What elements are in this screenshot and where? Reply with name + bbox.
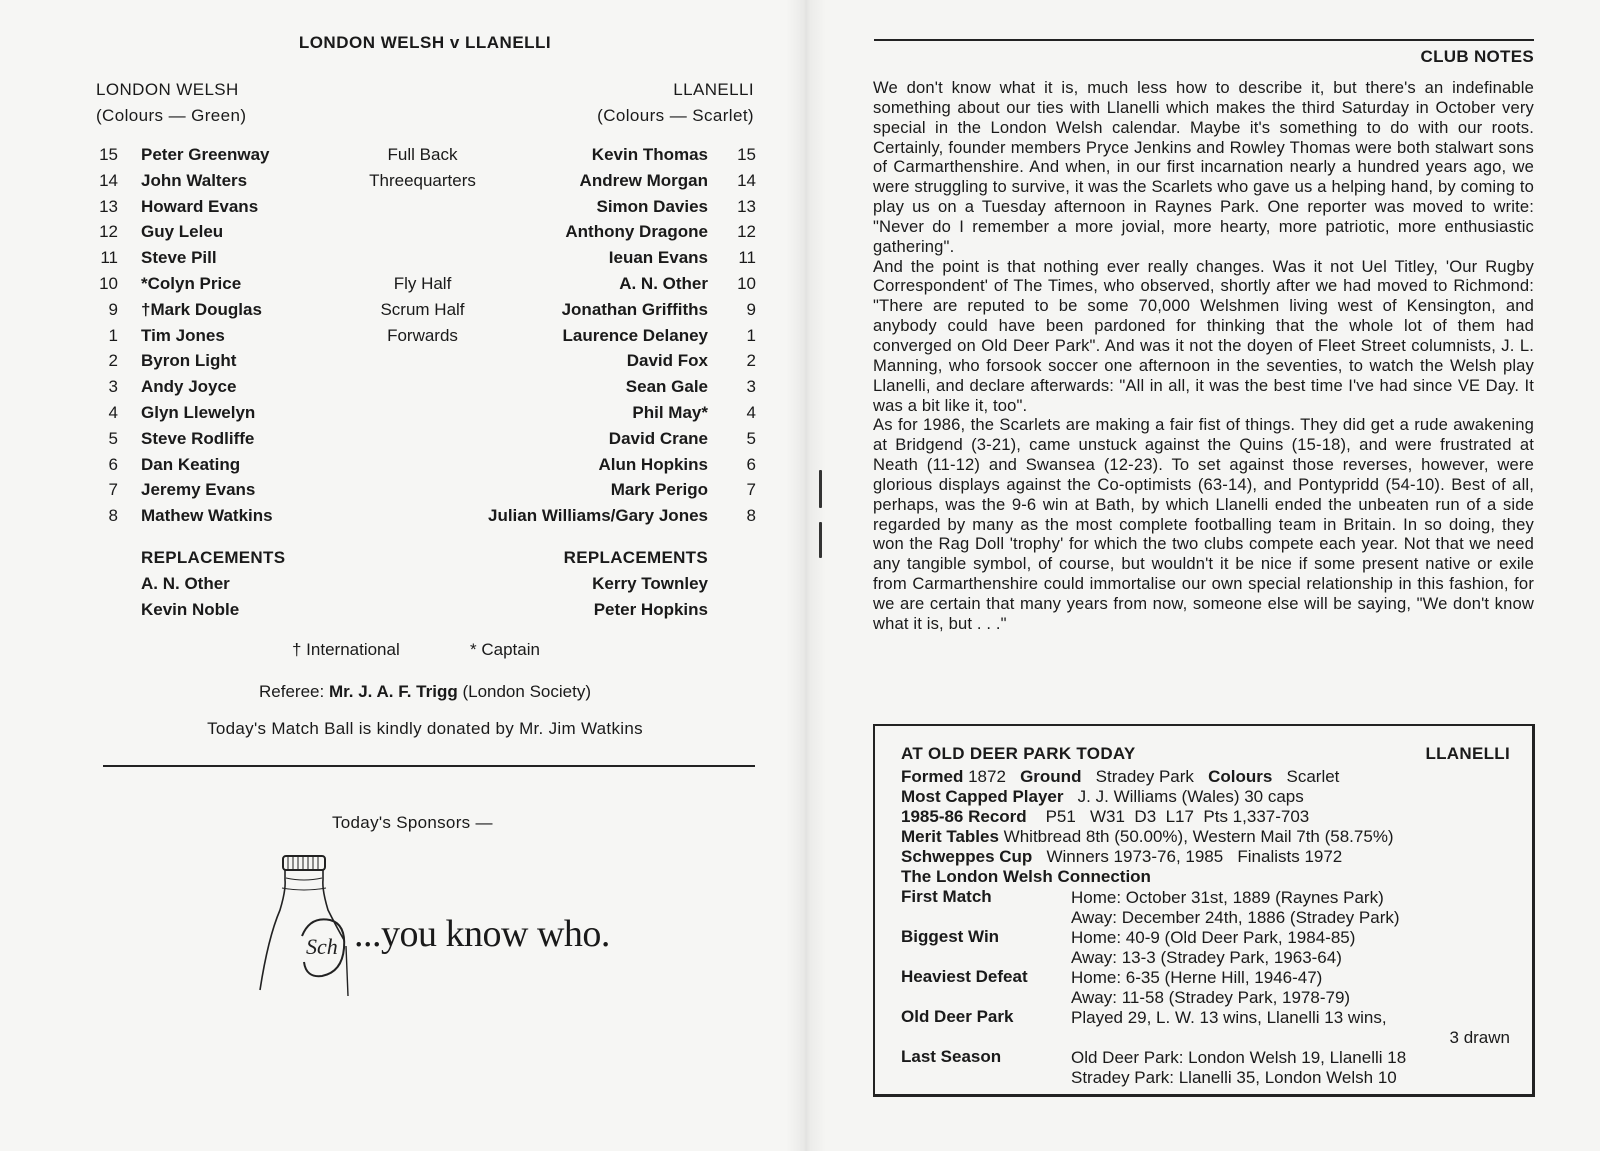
referee-society: (London Society) xyxy=(462,682,591,701)
away-team-header xyxy=(520,77,754,129)
old-deer-park-line: Played 29, L. W. 13 wins, Llanelli 13 wins, xyxy=(1071,1008,1387,1027)
home-number: 6 xyxy=(108,454,118,474)
club-notes-paragraph: We don't know what it is, much less how to describe it, but there's an indefinable something about our ties with Llanelli which makes the third Saturday in October very special in the London Welsh calendar. Maybe it's something to do with our roots. Certainly, founder members Pryce Jenkins and Rowley Thomas were both stalwart sons of Carmarthenshire. And when, in our first incarnation nearly a hundred years ago, we were struggling to survive, it was the Scarlets who gave us a helping hand, by coming to play us on a Tuesday afternoon in Raynes Park. One reporter was moved to write: "Never do I remember a more jovial, more hearty, more patriotic, more enthusiastic gathering". xyxy=(873,78,1534,256)
capped-line xyxy=(901,787,1304,807)
capped-value: J. J. Williams (Wales) 30 caps xyxy=(1077,787,1304,806)
home-player: Howard Evans xyxy=(141,196,259,216)
replacement-player: Peter Hopkins xyxy=(593,600,708,619)
biggest-win-home: Home: 40-9 (Old Deer Park, 1984-85) xyxy=(1071,928,1356,947)
away-player: Ieuan Evans xyxy=(608,248,708,268)
home-player: Steve Pill xyxy=(141,248,217,268)
away-player: A. N. Other xyxy=(619,273,708,293)
away-player: Julian Williams/Gary Jones xyxy=(488,506,708,526)
team-sheet-row xyxy=(0,323,800,349)
club-notes-paragraph: And the point is that nothing ever really changes. Was it not Uel Titley, 'Our Rugby Correspondent' of The Times, who observed, shortly after we had moved to Richmond: "There are reputed to be some 70,000 Welshmen living west of Kensington, and anybody could have been pardoned for thinking that the whole lot of them had converged on Old Deer Park". And was it not the doyen of Fleet Street columnists, J. L. Manning, who forsook soccer one afternoon in the seventies, to watch the Welsh play Llanelli, and declare afterwards: "All in all, it was the best time I've had since VE Day. It was a bit like it, too". xyxy=(873,256,1534,415)
away-team-colours: (Colours — Scarlet) xyxy=(597,106,754,125)
cup-line xyxy=(901,847,1342,867)
connection-heading: The London Welsh Connection xyxy=(901,867,1151,886)
top-rule xyxy=(874,39,1534,41)
team-sheet-row xyxy=(0,271,800,297)
merit-value: Whitbread 8th (50.00%), Western Mail 7th (58.75%) xyxy=(1003,827,1394,846)
team-sheet-row xyxy=(0,400,800,426)
away-player: Mark Perigo xyxy=(610,480,708,500)
formed-label: Formed xyxy=(901,767,964,786)
home-number: 1 xyxy=(108,325,118,345)
first-match-away: Away: December 24th, 1886 (Stradey Park) xyxy=(1071,908,1400,927)
away-number: 8 xyxy=(746,506,756,526)
record-line xyxy=(901,807,1309,827)
club-notes-paragraph: As for 1986, the Scarlets are making a fair fist of things. They did get a rude awakening at Bridgend (3-21), came unstuck against the Quins (15-18), and were frustrated at Neath (11-12) and Swansea (12-23). To set against those reverses, however, were glorious displays against the Co-optimists (63-14), and Pontypridd (54-10). Best of all, perhaps, was the 9-6 win at Bath, by which Llanelli ended the unbeaten run of a side regarded by many as the most complete footballing team in Britain. In so doing, they won the Rag Doll 'trophy' for which the two clubs compete each year. Not that we need any tangible symbol, of course, but wouldn't it be nice if some present native or exile from Carmarthenshire could immortalise our own special relationship in this fashion, for we are certain that many years from now, someone else will be saying, "We don't know what it is, but . . ." xyxy=(873,415,1534,633)
opponent-facts-panel xyxy=(873,724,1535,1097)
divider xyxy=(103,765,755,767)
position-label: Forwards xyxy=(387,325,458,345)
away-number: 4 xyxy=(746,402,756,422)
away-number: 3 xyxy=(746,377,756,397)
last-season-stradey: Stradey Park: Llanelli 35, London Welsh 10 xyxy=(1071,1068,1397,1087)
away-player: Jonathan Griffiths xyxy=(561,299,708,319)
home-number: 11 xyxy=(100,248,118,268)
away-number: 6 xyxy=(746,454,756,474)
right-page xyxy=(800,0,1600,1151)
staple-bottom xyxy=(819,522,822,558)
away-player: Simon Davies xyxy=(596,196,708,216)
away-number: 7 xyxy=(746,480,756,500)
home-player: Peter Greenway xyxy=(141,145,270,164)
away-number: 9 xyxy=(746,299,756,319)
capped-label: Most Capped Player xyxy=(901,787,1064,806)
team-sheet-row xyxy=(0,426,800,452)
home-number: 10 xyxy=(99,273,118,293)
heaviest-defeat-away: Away: 11-58 (Stradey Park, 1978-79) xyxy=(1071,988,1351,1007)
colours-value: Scarlet xyxy=(1286,767,1340,786)
away-number: 12 xyxy=(737,222,756,242)
position-label: Fly Half xyxy=(393,273,452,293)
home-player: Jeremy Evans xyxy=(141,480,256,500)
referee-line xyxy=(0,682,800,702)
heaviest-defeat-label: Heaviest Defeat xyxy=(901,967,1028,986)
away-player: Andrew Morgan xyxy=(579,170,708,190)
old-deer-park-drawn: 3 drawn xyxy=(1449,1028,1510,1047)
referee-label: Referee: xyxy=(259,682,325,701)
home-number: 14 xyxy=(99,170,118,190)
last-season-odp: Old Deer Park: London Welsh 19, Llanelli 18 xyxy=(1071,1048,1407,1067)
home-player: Byron Light xyxy=(141,351,237,371)
sponsors-label: Today's Sponsors — xyxy=(332,813,493,832)
home-number: 8 xyxy=(108,506,118,526)
team-sheet-row xyxy=(0,245,800,271)
replacements-heading: REPLACEMENTS xyxy=(141,548,286,567)
first-match-home: Home: October 31st, 1889 (Raynes Park) xyxy=(1071,888,1384,907)
referee-name: Mr. J. A. F. Trigg xyxy=(328,682,458,701)
merit-label: Merit Tables xyxy=(901,827,999,846)
home-number: 13 xyxy=(99,196,118,216)
team-sheet xyxy=(0,142,800,529)
home-team-colours: (Colours — Green) xyxy=(96,106,247,125)
team-sheet-row xyxy=(0,503,800,529)
home-player: Dan Keating xyxy=(141,454,241,474)
home-team-header xyxy=(96,77,246,129)
away-number: 1 xyxy=(746,325,756,345)
home-player: Tim Jones xyxy=(141,325,225,345)
replacement-player: Kerry Townley xyxy=(592,574,708,593)
ground-value: Stradey Park xyxy=(1095,767,1194,786)
home-player: Andy Joyce xyxy=(141,377,237,397)
away-number: 14 xyxy=(737,170,756,190)
first-match-label: First Match xyxy=(901,887,992,906)
home-player: †Mark Douglas xyxy=(141,299,262,319)
away-number: 2 xyxy=(746,351,756,371)
international-key: † International xyxy=(292,640,400,659)
team-sheet-row xyxy=(0,452,800,478)
cup-value: Winners 1973-76, 1985 Finalists 1972 xyxy=(1046,847,1343,866)
old-deer-park-label: Old Deer Park xyxy=(901,1007,1014,1026)
replacement-player: A. N. Other xyxy=(141,574,230,593)
panel-heading: AT OLD DEER PARK TODAY xyxy=(901,744,1136,763)
formed-line xyxy=(901,767,1339,787)
team-sheet-row xyxy=(0,297,800,323)
team-sheet-row xyxy=(0,348,800,374)
heaviest-defeat-home: Home: 6-35 (Herne Hill, 1946-47) xyxy=(1071,968,1323,987)
home-player: John Walters xyxy=(141,170,248,190)
biggest-win-label: Biggest Win xyxy=(901,927,1000,946)
sponsor-logo-text: Sch xyxy=(306,934,338,959)
home-number: 3 xyxy=(108,377,118,397)
team-sheet-row xyxy=(0,374,800,400)
colours-label: Colours xyxy=(1208,767,1273,786)
position-label: Full Back xyxy=(387,145,458,164)
merit-line xyxy=(901,827,1394,847)
away-player: David Crane xyxy=(608,428,708,448)
home-player: Mathew Watkins xyxy=(141,506,273,526)
away-number: 13 xyxy=(737,196,756,216)
away-number: 5 xyxy=(746,428,756,448)
position-label: Scrum Half xyxy=(380,299,465,319)
connection-line xyxy=(901,867,1151,887)
away-number: 11 xyxy=(738,248,756,268)
staple-top xyxy=(819,470,822,508)
away-number: 10 xyxy=(737,273,756,293)
match-ball-note: Today's Match Ball is kindly donated by Mr. Jim Watkins xyxy=(207,719,643,738)
position-label: Threequarters xyxy=(369,170,476,190)
last-season-label: Last Season xyxy=(901,1047,1002,1066)
ground-label: Ground xyxy=(1020,767,1082,786)
away-player: Anthony Dragone xyxy=(565,222,708,242)
away-team-name: LLANELLI xyxy=(673,80,754,99)
away-player: David Fox xyxy=(626,351,708,371)
record-label: 1985-86 Record xyxy=(901,807,1027,826)
home-team-name: LONDON WELSH xyxy=(96,80,239,99)
home-player: *Colyn Price xyxy=(141,273,242,293)
team-sheet-row xyxy=(0,477,800,503)
home-player: Glyn Llewelyn xyxy=(141,402,256,422)
panel-club: LLANELLI xyxy=(1425,744,1510,763)
club-notes-title: CLUB NOTES xyxy=(1420,47,1534,66)
cup-label: Schweppes Cup xyxy=(901,847,1033,866)
sponsor-slogan: ...you know who. xyxy=(354,913,610,955)
club-notes-body xyxy=(873,78,1534,634)
home-number: 2 xyxy=(108,351,118,371)
home-number: 7 xyxy=(108,480,118,500)
team-sheet-row xyxy=(0,219,800,245)
team-sheet-row xyxy=(0,142,800,168)
home-number: 12 xyxy=(99,222,118,242)
match-title: LONDON WELSH v LLANELLI xyxy=(298,33,552,52)
replacement-player: Kevin Noble xyxy=(141,600,240,619)
away-player: Kevin Thomas xyxy=(591,145,708,164)
formed-value: 1872 xyxy=(968,767,1006,786)
home-player: Guy Leleu xyxy=(141,222,224,242)
home-player: Steve Rodliffe xyxy=(141,428,255,448)
captain-key: * Captain xyxy=(470,640,540,659)
home-replacements xyxy=(141,545,285,623)
away-player: Alun Hopkins xyxy=(598,454,708,474)
home-number: 15 xyxy=(99,145,118,164)
replacements-heading: REPLACEMENTS xyxy=(563,548,708,567)
panel-header xyxy=(901,744,1510,764)
away-replacements xyxy=(564,545,708,623)
team-sheet-row xyxy=(0,194,800,220)
biggest-win-away: Away: 13-3 (Stradey Park, 1963-64) xyxy=(1071,948,1342,967)
home-number: 9 xyxy=(108,299,118,319)
away-player: Laurence Delaney xyxy=(562,325,708,345)
home-number: 4 xyxy=(108,402,118,422)
away-number: 15 xyxy=(737,145,756,164)
record-value: P51 W31 D3 L17 Pts 1,337-703 xyxy=(1045,807,1310,826)
away-player: Phil May* xyxy=(632,402,708,422)
home-number: 5 xyxy=(108,428,118,448)
team-sheet-row xyxy=(0,168,800,194)
away-player: Sean Gale xyxy=(625,377,708,397)
